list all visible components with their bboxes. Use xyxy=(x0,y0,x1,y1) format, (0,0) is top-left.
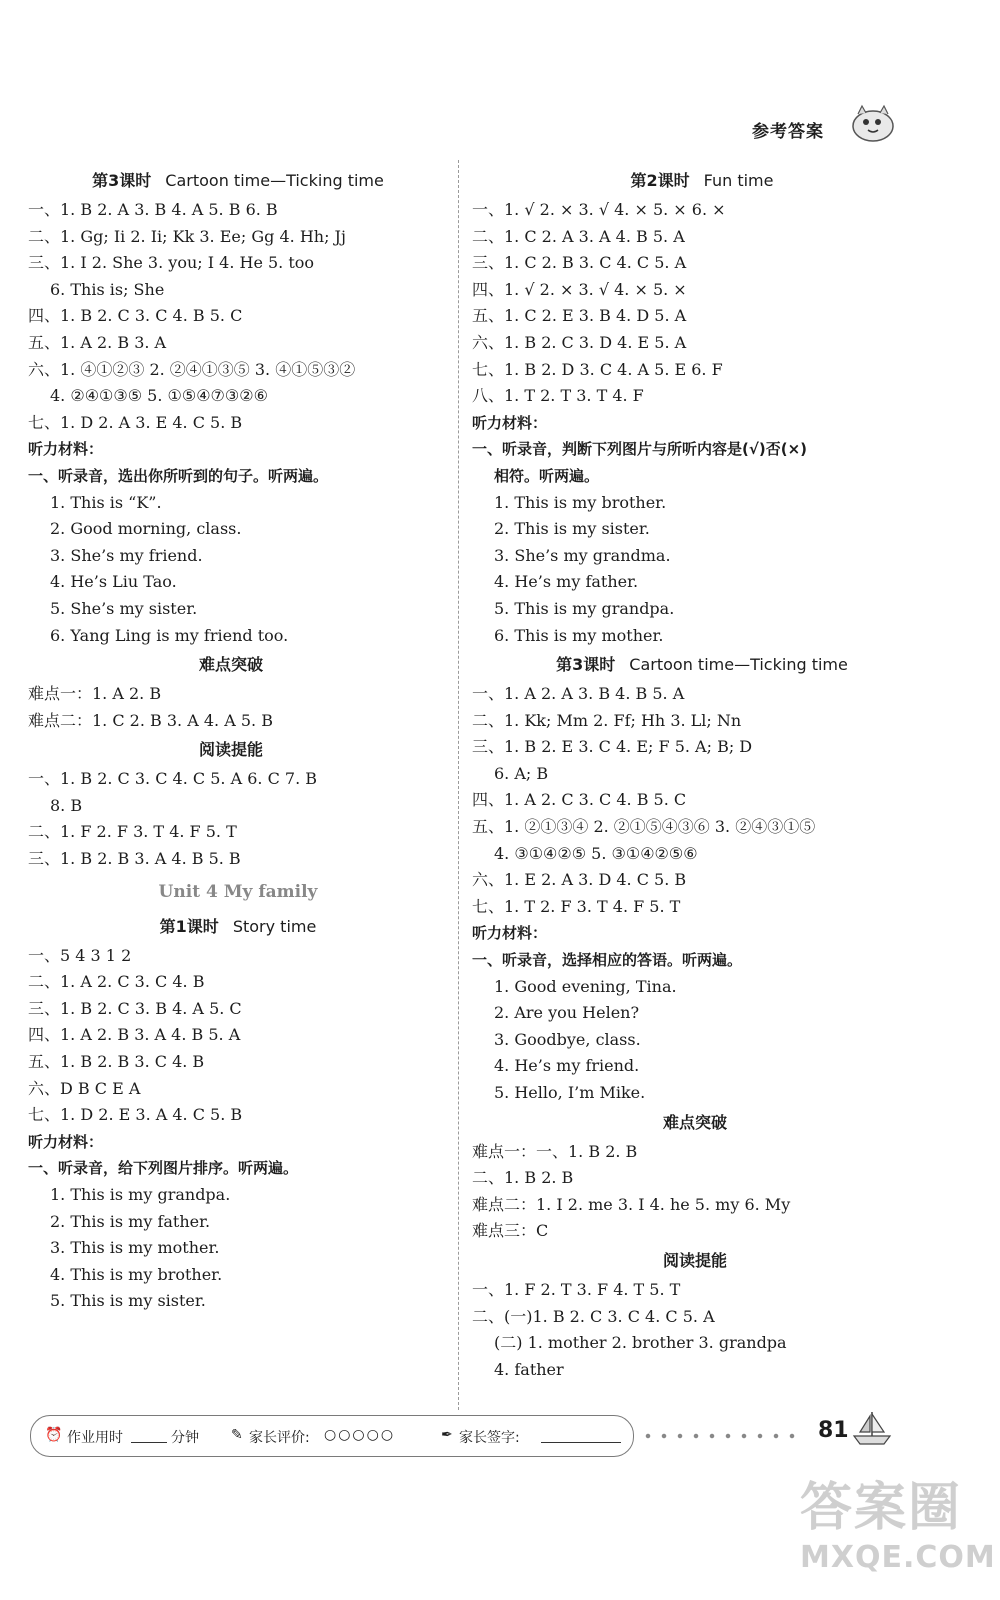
answer-line: 八、1. T 2. T 3. T 4. F xyxy=(472,386,644,406)
section-heading xyxy=(472,165,932,197)
material-heading: 听力材料： xyxy=(28,440,104,459)
heading-cn: 第1课时 xyxy=(159,916,219,936)
section-heading xyxy=(472,649,932,681)
answer-line: 六、1. ④①②③ 2. ②④①③⑤ 3. ④①⑤③② xyxy=(28,359,356,379)
answer-line: 三、1. B 2. B 3. A 4. B 5. B xyxy=(28,849,241,869)
answer-line: 4. This is my brother. xyxy=(50,1264,223,1284)
pen-icon: ✒ xyxy=(441,1427,453,1443)
sign-label: 家长签字: xyxy=(459,1430,520,1446)
left-column xyxy=(28,165,448,1315)
answer-line: 4. He’s my friend. xyxy=(494,1056,640,1076)
answer-line: 四、1. A 2. B 3. A 4. B 5. A xyxy=(28,1025,241,1045)
answer-line: 6. This is; She xyxy=(50,279,165,299)
answer-line: 六、1. B 2. C 3. D 4. E 5. A xyxy=(472,332,687,352)
unit-title: Unit 4 My family xyxy=(158,881,318,902)
watermark xyxy=(800,1478,996,1596)
column-divider xyxy=(458,160,459,1410)
material-heading: 相符。听两遍。 xyxy=(494,466,600,485)
answer-line: 4. ②④①③⑤ 5. ①⑤④⑦③②⑥ xyxy=(50,386,268,406)
answer-line: 4. He’s my father. xyxy=(494,572,639,592)
answer-line: 2. This is my father. xyxy=(50,1211,211,1231)
section-heading xyxy=(472,1245,932,1277)
time-blank[interactable] xyxy=(131,1442,167,1443)
answer-line: 3. This is my mother. xyxy=(50,1238,220,1258)
answer-line: 一、1. √ 2. × 3. √ 4. × 5. × 6. × xyxy=(472,200,726,219)
ship-icon xyxy=(850,1406,894,1450)
answer-line: 1. This is my brother. xyxy=(494,492,667,512)
sign-blank[interactable] xyxy=(541,1442,621,1443)
footer-dots xyxy=(640,1433,800,1439)
answer-line: 2. This is my sister. xyxy=(494,519,650,539)
answer-line: 4. He’s Liu Tao. xyxy=(50,572,177,592)
answer-line: 四、1. √ 2. × 3. √ 4. × 5. × xyxy=(472,279,687,299)
answer-line: 二、1. Kk; Mm 2. Ff; Hh 3. Ll; Nn xyxy=(472,710,742,730)
material-heading: 听力材料： xyxy=(472,924,548,943)
header-title: 参考答案 xyxy=(752,122,824,142)
answer-line: (二) 1. mother 2. brother 3. grandpa xyxy=(494,1333,787,1353)
answer-line: 四、1. A 2. C 3. C 4. B 5. C xyxy=(472,790,687,810)
answer-line: 二、1. Gg; Ii 2. Ii; Kk 3. Ee; Gg 4. Hh; Jj xyxy=(28,226,346,246)
clock-icon: ⏰ xyxy=(45,1427,63,1443)
answer-line: 2. Good morning, class. xyxy=(50,519,242,539)
answer-line: 5. She’s my sister. xyxy=(50,598,198,618)
answer-line: 6. This is my mother. xyxy=(494,625,664,645)
answer-line: 难点二：1. I 2. me 3. I 4. he 5. my 6. My xyxy=(472,1194,791,1214)
answer-line: 七、1. D 2. E 3. A 4. C 5. B xyxy=(28,1105,243,1125)
heading-cn: 难点突破 xyxy=(198,655,263,675)
answer-line: 一、1. B 2. A 3. B 4. A 5. B 6. B xyxy=(28,200,278,219)
answer-line: 五、1. C 2. E 3. B 4. D 5. A xyxy=(472,306,687,326)
answer-line: 1. This is my grandpa. xyxy=(50,1185,231,1204)
heading-en: Cartoon time—Ticking time xyxy=(165,171,384,190)
answer-line: 4. ③①④②⑤ 5. ③①④②⑤⑥ xyxy=(494,843,698,863)
answer-line: 七、1. B 2. D 3. C 4. A 5. E 6. F xyxy=(472,359,723,379)
heading-en: Fun time xyxy=(703,171,774,190)
answer-line: 2. Are you Helen? xyxy=(494,1003,640,1023)
material-heading: 一、听录音，给下列图片排序。听两遍。 xyxy=(28,1159,299,1178)
answer-line: 难点三：C xyxy=(472,1221,549,1241)
answer-line: 一、1. F 2. T 3. F 4. T 5. T xyxy=(472,1279,681,1299)
answer-line: 难点一：一、1. B 2. B xyxy=(472,1141,638,1161)
heading-cn: 难点突破 xyxy=(662,1112,727,1132)
section-heading xyxy=(472,1107,932,1139)
answer-line: 二、1. A 2. C 3. C 4. B xyxy=(28,972,205,992)
material-heading: 一、听录音，选出你所听到的句子。听两遍。 xyxy=(28,466,329,485)
section-heading xyxy=(28,911,448,943)
section-heading xyxy=(28,165,448,197)
answer-line: 5. Hello, I’m Mike. xyxy=(494,1083,646,1102)
heading-en: Story time xyxy=(232,916,317,936)
eval-label: 家长评价: xyxy=(249,1430,310,1446)
answer-line: 5. This is my sister. xyxy=(50,1291,206,1311)
parent-icon: ✎ xyxy=(231,1427,243,1443)
watermark-url: MXQE.COM xyxy=(800,1540,996,1575)
answer-line: 4. father xyxy=(494,1359,564,1379)
answer-line: 5. This is my grandpa. xyxy=(494,598,675,618)
answer-line: 二、1. B 2. B xyxy=(472,1168,574,1188)
answer-line: 五、1. ②①③④ 2. ②①⑤④③⑥ 3. ②④③①⑤ xyxy=(472,817,816,837)
answer-line: 三、1. C 2. B 3. C 4. C 5. A xyxy=(472,253,687,273)
answer-line: 一、1. B 2. C 3. C 4. C 5. A 6. C 7. B xyxy=(28,769,318,789)
answer-line: 3. Goodbye, class. xyxy=(494,1029,641,1049)
right-column xyxy=(472,165,932,1383)
mascot-icon xyxy=(848,100,898,144)
answer-line: 二、1. F 2. F 3. T 4. F 5. T xyxy=(28,822,237,842)
answer-line: 七、1. D 2. A 3. E 4. C 5. B xyxy=(28,412,243,432)
section-heading xyxy=(28,734,448,766)
watermark-logo: 答案圈 xyxy=(800,1478,963,1538)
time-label: 作业用时 xyxy=(67,1430,123,1446)
answer-line: 三、1. B 2. E 3. C 4. E; F 5. A; B; D xyxy=(472,737,753,757)
heading-cn: 阅读提能 xyxy=(198,740,263,760)
answer-line: 三、1. I 2. She 3. you; I 4. He 5. too xyxy=(28,253,315,273)
answer-line: 六、1. E 2. A 3. D 4. C 5. B xyxy=(472,870,687,890)
material-heading: 一、听录音，判断下列图片与所听内容是(√)否(×) xyxy=(472,440,807,459)
answer-line: 七、1. T 2. F 3. T 4. F 5. T xyxy=(472,896,681,916)
answer-line: 一、1. A 2. A 3. B 4. B 5. A xyxy=(472,684,685,704)
heading-cn: 第3课时 xyxy=(556,655,616,675)
answer-line: 三、1. B 2. C 3. B 4. A 5. C xyxy=(28,998,242,1018)
answer-line: 难点二：1. C 2. B 3. A 4. A 5. B xyxy=(28,710,273,730)
answer-line: 6. A; B xyxy=(494,763,549,783)
heading-cn: 第3课时 xyxy=(92,171,152,190)
answer-line: 二、1. C 2. A 3. A 4. B 5. A xyxy=(472,226,685,246)
answer-line: 3. She’s my friend. xyxy=(50,545,203,565)
answer-line: 1. Good evening, Tina. xyxy=(494,976,677,996)
answer-line: 6. Yang Ling is my friend too. xyxy=(50,625,289,645)
answer-line: 五、1. A 2. B 3. A xyxy=(28,332,167,352)
material-heading: 听力材料： xyxy=(472,413,548,432)
answer-line: 四、1. B 2. C 3. C 4. B 5. C xyxy=(28,306,243,326)
answer-line: 8. B xyxy=(50,795,83,815)
answer-line: 二、(一)1. B 2. C 3. C 4. C 5. A xyxy=(472,1306,715,1326)
page-number: 81 xyxy=(818,1418,849,1443)
answer-line: 一、5 4 3 1 2 xyxy=(28,945,132,965)
answer-line: 六、D B C E A xyxy=(28,1078,141,1098)
heading-cn: 阅读提能 xyxy=(662,1250,727,1270)
material-heading: 一、听录音，选择相应的答语。听两遍。 xyxy=(472,951,743,970)
heading-en: Cartoon time—Ticking time xyxy=(629,655,848,675)
homework-footer xyxy=(30,1415,634,1457)
material-heading: 听力材料： xyxy=(28,1132,104,1151)
answer-line: 1. This is “K”. xyxy=(50,492,162,512)
eval-stars[interactable]: ○○○○○ xyxy=(324,1427,396,1443)
time-unit: 分钟 xyxy=(171,1430,199,1446)
answer-line: 3. She’s my grandma. xyxy=(494,545,671,565)
heading-cn: 第2课时 xyxy=(630,171,690,190)
answer-line: 五、1. B 2. B 3. C 4. B xyxy=(28,1052,205,1072)
section-heading xyxy=(28,649,448,681)
answer-line: 难点一：1. A 2. B xyxy=(28,684,162,704)
